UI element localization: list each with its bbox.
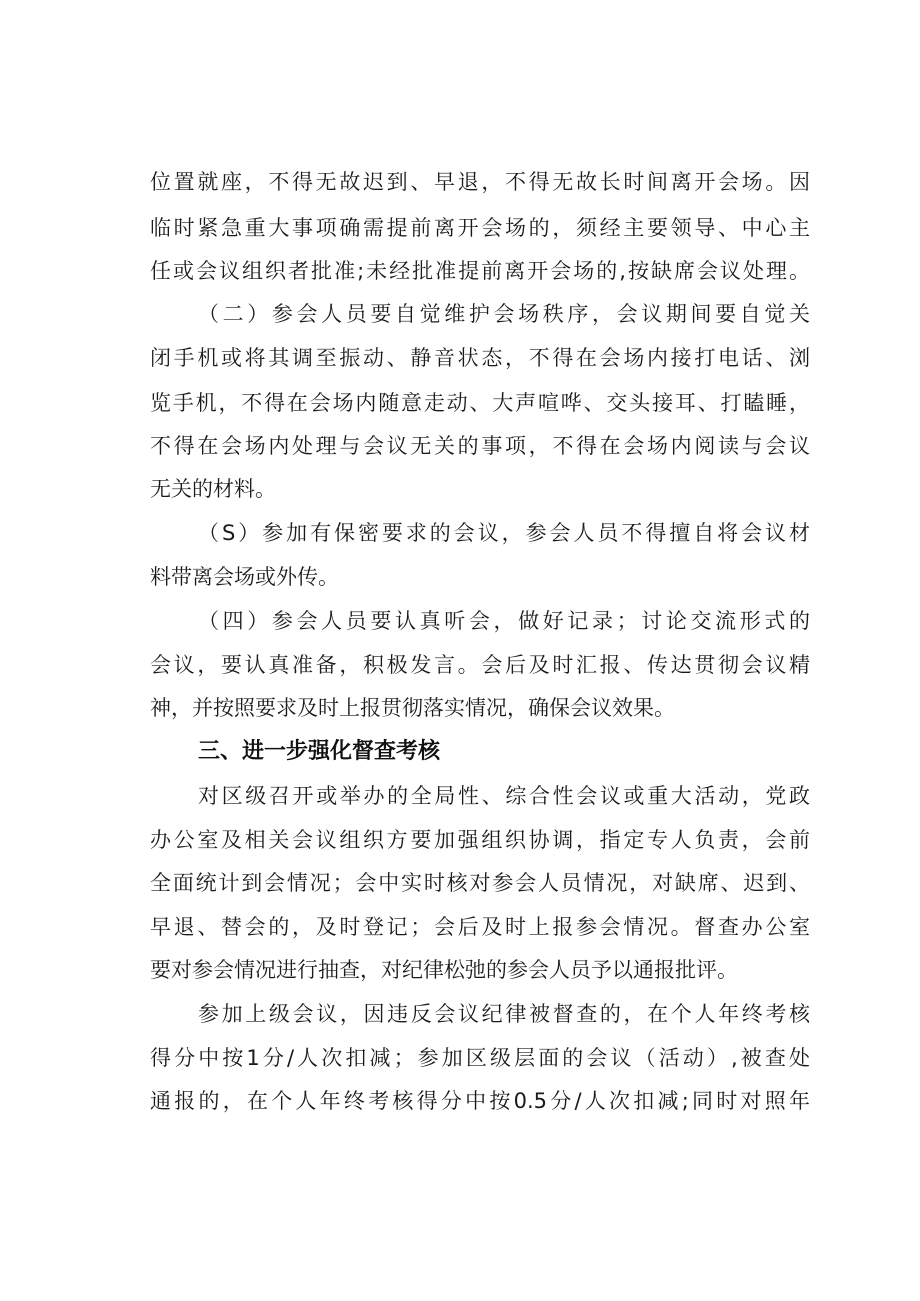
text-line: （四）参会人员要认真听会，做好记录；讨论交流形式的 [198, 609, 810, 633]
text-line: 办公室及相关会议组织方要加强组织协调，指定专人负责，会前 [150, 828, 810, 852]
text-line: （S）参加有保密要求的会议，参会人员不得擅自将会议材 [198, 521, 810, 545]
text-line: 神，并按照要求及时上报贯彻落实情况，确保会议效果。 [150, 696, 675, 720]
text-line: 通报的，在个人年终考核得分中按0.5分/人次扣减;同时对照年 [150, 1089, 810, 1113]
text-line: 早退、替会的，及时登记；会后及时上报参会情况。督查办公室 [150, 915, 810, 939]
text-line: 任或会议组织者批准;未经批准提前离开会场的,按缺席会议处理。 [150, 259, 810, 283]
text-line: 对区级召开或举办的全局性、综合性会议或重大活动，党政 [198, 784, 810, 808]
text-line: 得分中按1分/人次扣减；参加区级层面的会议（活动）,被查处 [150, 1046, 810, 1070]
text-line: 会议，要认真准备，积极发言。会后及时汇报、传达贯彻会议精 [150, 653, 810, 677]
text-line: 参加上级会议，因违反会议纪律被督查的，在个人年终考核 [198, 1002, 810, 1026]
text-line: （二）参会人员要自觉维护会场秩序，会议期间要自觉关 [198, 302, 810, 326]
text-line: 位置就座，不得无故迟到、早退，不得无故长时间离开会场。因 [150, 170, 810, 194]
text-line: 要对参会情况进行抽查，对纪律松弛的参会人员予以通报批评。 [150, 958, 738, 982]
text-line: 料带离会场或外传。 [150, 565, 339, 589]
text-line: 不得在会场内处理与会议无关的事项，不得在会场内阅读与会议 [150, 434, 810, 458]
text-line: 览手机，不得在会场内随意走动、大声喧哗、交头接耳、打瞌睡， [150, 391, 810, 415]
text-line: 无关的材料。 [150, 477, 276, 501]
text-line: 临时紧急重大事项确需提前离开会场的，须经主要领导、中心主 [150, 216, 810, 240]
text-line: 全面统计到会情况；会中实时核对参会人员情况，对缺席、迟到、 [150, 871, 810, 895]
section-heading: 三、进一步强化督查考核 [198, 739, 441, 764]
text-line: 闭手机或将其调至振动、静音状态，不得在会场内接打电话、浏 [150, 346, 810, 370]
